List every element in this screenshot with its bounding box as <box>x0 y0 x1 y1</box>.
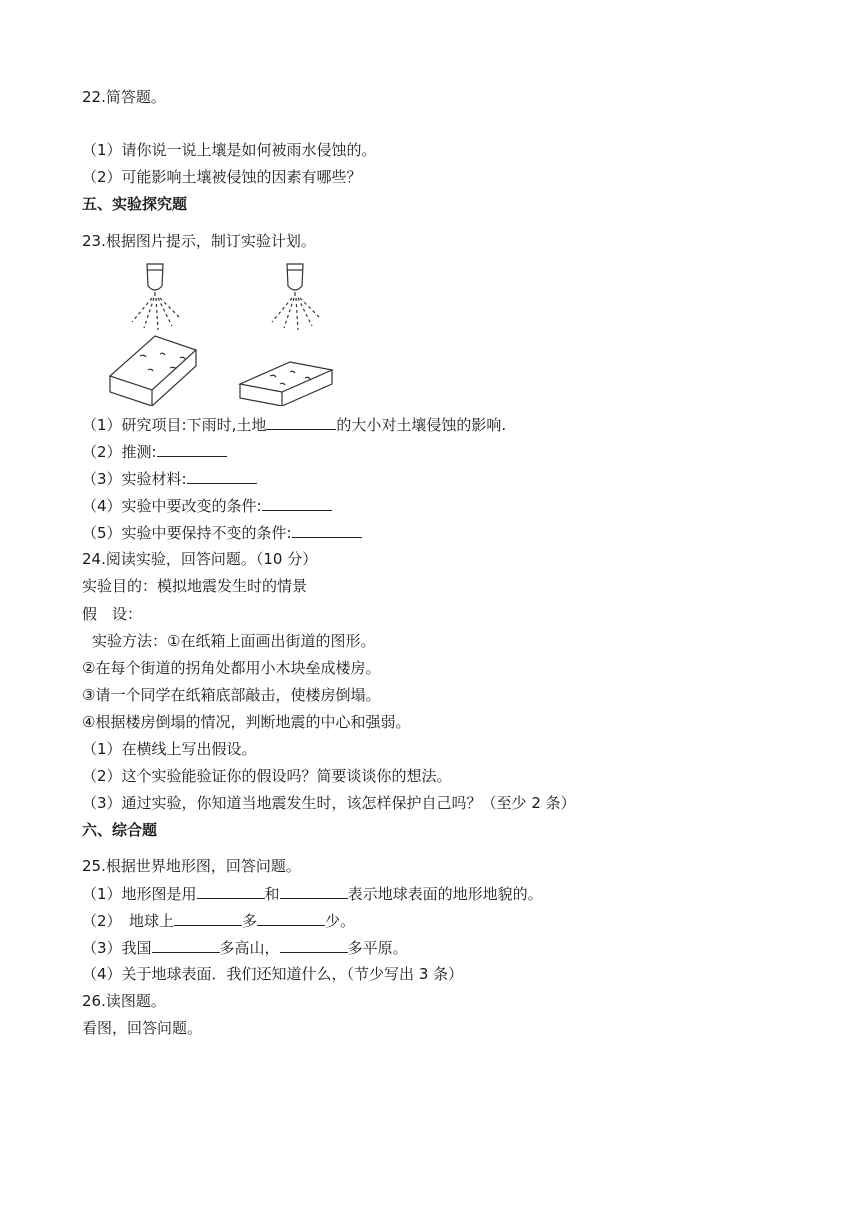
q24-purpose: 实验目的：模拟地震发生时的情景 <box>82 577 308 595</box>
answer-blank[interactable] <box>280 882 348 899</box>
q23-sub5-text: （5）实验中要保持不变的条件: <box>82 524 292 542</box>
answer-blank[interactable] <box>262 494 332 511</box>
q23-sub5 <box>82 521 362 544</box>
q24-hypothesis: 假 设： <box>82 605 143 623</box>
left-sprinkler-icon <box>147 264 163 296</box>
answer-blank[interactable] <box>266 413 336 430</box>
answer-blank[interactable] <box>187 467 257 484</box>
q22-title: 22.简答题。 <box>82 88 166 106</box>
q25-sub1-text-b: 和 <box>264 885 280 903</box>
answer-blank[interactable] <box>157 440 227 457</box>
q25-sub2 <box>82 909 355 932</box>
section5-heading: 五、实验探究题 <box>82 195 188 213</box>
left-steep-soil-slab-icon <box>110 336 196 406</box>
right-sprinkler-icon <box>287 264 303 296</box>
right-gentle-soil-slab-icon <box>240 362 332 406</box>
q23-sub4 <box>82 494 332 517</box>
answer-blank[interactable] <box>292 521 362 538</box>
q23-sub4-text: （4）实验中要改变的条件: <box>82 497 262 515</box>
q24-step2: ②在每个街道的拐角处都用小木块垒成楼房。 <box>82 659 381 677</box>
q25-sub3 <box>82 936 408 959</box>
q24-step3: ③请一个同学在纸箱底部敲击，使楼房倒塌。 <box>82 686 381 704</box>
right-rain-drops-icon <box>272 298 320 330</box>
q25-sub1 <box>82 882 543 905</box>
q24-sub2: （2）这个实验能验证你的假设吗？简要谈谈你的想法。 <box>82 767 452 785</box>
q23-sub2-text: （2）推测: <box>82 443 157 461</box>
left-rain-drops-icon <box>132 298 180 330</box>
q25-sub1-text-a: （1）地形图是用 <box>82 885 197 903</box>
q22-sub1: （1）请你说一说上壤是如何被雨水侵蚀的。 <box>82 141 377 159</box>
section6-heading: 六、综合题 <box>82 821 158 839</box>
q23-title: 23.根据图片提示，制订实验计划。 <box>82 232 316 250</box>
q25-sub3-text-a: （3）我国 <box>82 939 152 957</box>
q25-sub3-text-c: 多平原。 <box>347 939 408 957</box>
q24-sub3: （3）通过实验，你知道当地震发生时，该怎样保护自己吗？（至少 2 条） <box>82 794 576 812</box>
answer-blank[interactable] <box>152 936 220 953</box>
q23-sub1 <box>82 413 506 436</box>
q23-sub3-text: （3）实验材料: <box>82 470 187 488</box>
q23-sub1-text-b: 的大小对土壤侵蚀的影响. <box>336 416 507 434</box>
answer-blank[interactable] <box>174 909 242 926</box>
q23-sub2 <box>82 440 227 463</box>
q26-title: 26.读图题。 <box>82 992 166 1010</box>
q24-title: 24.阅读实验，回答问题。（10 分） <box>82 550 318 568</box>
q23-sub1-text-a: （1）研究项目:下雨时,土地 <box>82 416 267 434</box>
answer-blank[interactable] <box>197 882 265 899</box>
rain-slope-experiment-figure <box>100 258 350 406</box>
q25-sub2-text-b: 多 <box>242 912 258 930</box>
q24-step4: ④根据楼房倒塌的情况，判断地震的中心和强弱。 <box>82 713 411 731</box>
answer-blank[interactable] <box>257 909 325 926</box>
q24-sub1: （1）在横线上写出假设。 <box>82 740 257 758</box>
answer-blank[interactable] <box>280 936 348 953</box>
q24-method: 实验方法：①在纸箱上面画出街道的图形。 <box>92 632 376 650</box>
q23-sub3 <box>82 467 257 490</box>
q22-sub2: （2）可能影响土壤被侵蚀的因素有哪些？ <box>82 168 362 186</box>
q25-sub1-text-c: 表示地球表面的地形地貌的。 <box>347 885 543 903</box>
q25-sub4: （4）关于地球表面．我们还知道什么，（节少写出 3 条） <box>82 965 464 983</box>
q26-prompt: 看图，回答问题。 <box>82 1019 203 1037</box>
q25-sub2-text-a: （2） 地球上 <box>82 912 175 930</box>
q25-title: 25.根据世界地形图，回答问题。 <box>82 857 301 875</box>
q25-sub3-text-b: 多高山， <box>219 939 280 957</box>
q25-sub2-text-c: 少。 <box>325 912 356 930</box>
